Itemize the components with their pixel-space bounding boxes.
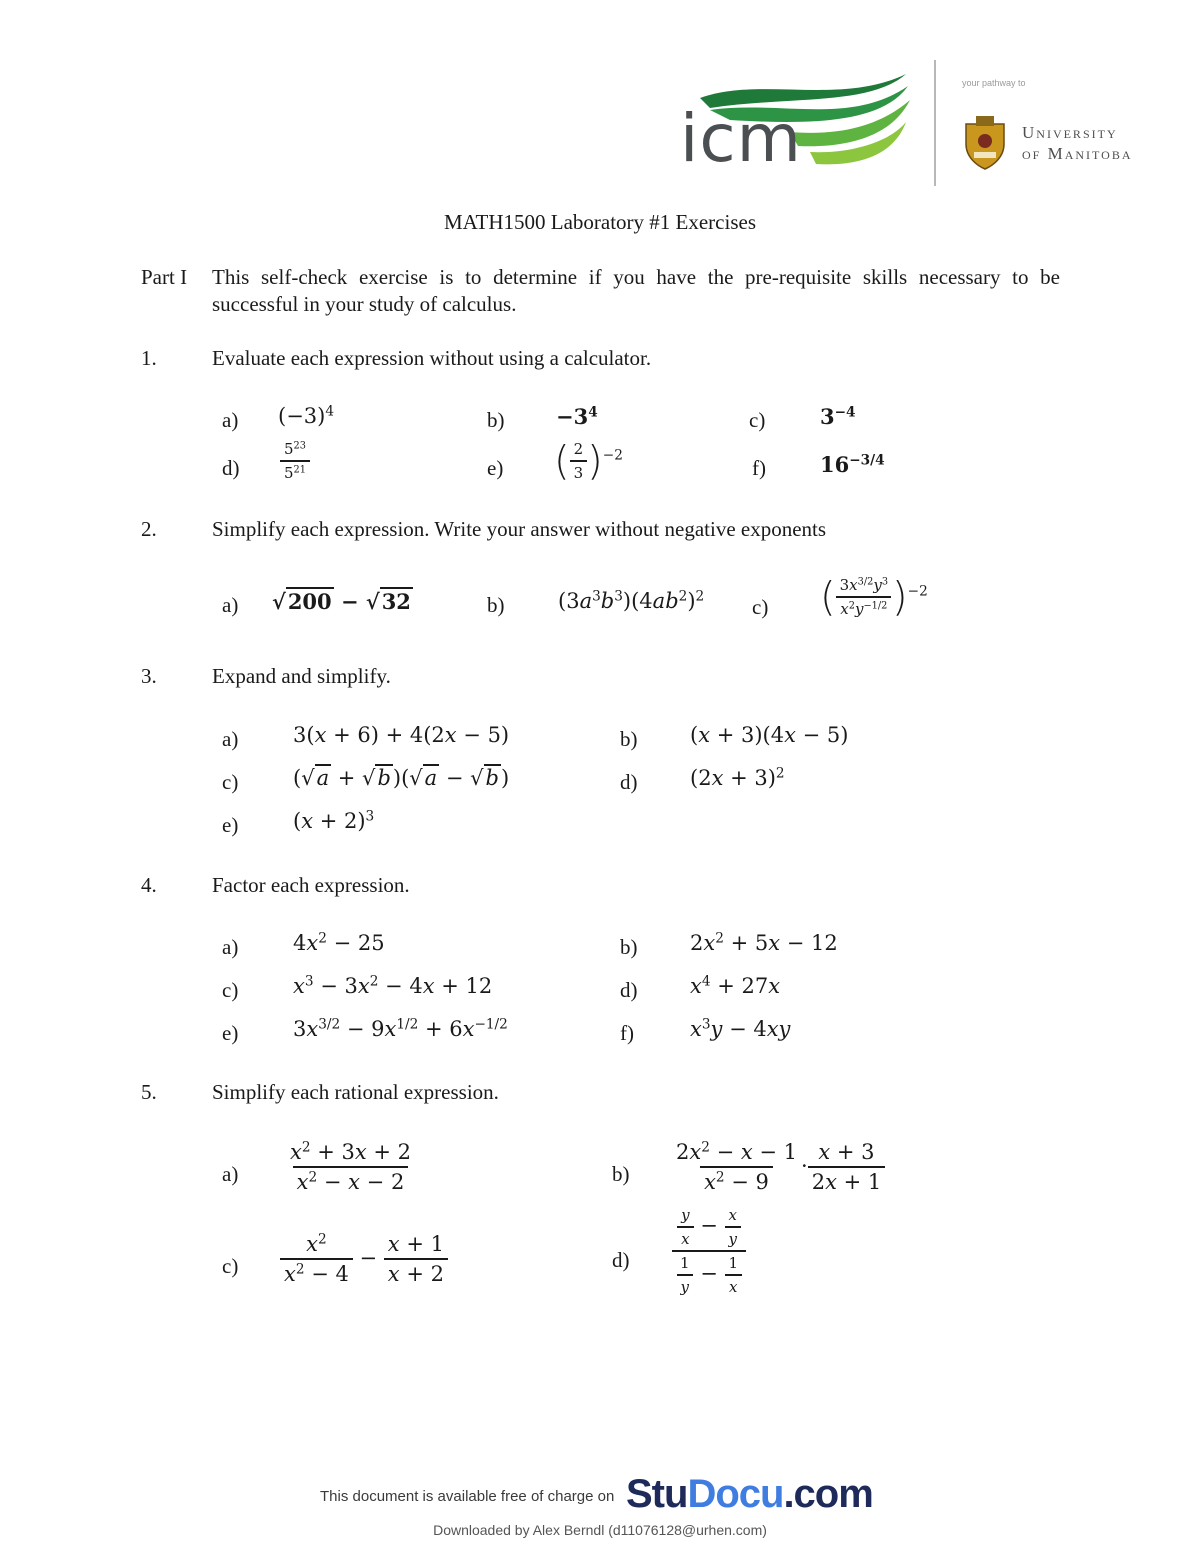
q4d-expression: $x^4 + 27x$: [690, 973, 781, 998]
question-3-number: 3.: [141, 664, 157, 688]
q1c-expression: $3^{-4}$: [820, 404, 856, 429]
studocu-logo[interactable]: [626, 1472, 873, 1517]
q4-label-f: f): [620, 1021, 634, 1045]
q5-label-a: a): [222, 1162, 239, 1186]
footer-availability-text: This document is available free of charge on: [320, 1488, 615, 1505]
q3a-expression: 3(x + 6) + 4(2x − 5): [293, 723, 510, 747]
question-5-prompt: Simplify each rational expression.: [212, 1080, 499, 1104]
q3-label-a: a): [222, 727, 239, 751]
q5-label-d: d): [612, 1248, 630, 1272]
q2-label-b: b): [487, 593, 505, 617]
q4-label-c: c): [222, 978, 239, 1002]
question-2-number: 2.: [141, 517, 157, 541]
q2b-expression: $(3a^3b^3)(4ab^2)^2$: [558, 588, 705, 613]
q1-label-e: e): [487, 456, 504, 480]
logo-divider: [934, 60, 936, 186]
question-4-number: 4.: [141, 873, 157, 897]
q5c-expression: $\frac{x^2}{x^2 - 4}$ − $\frac{x + 1}{x + 2}$: [280, 1232, 448, 1286]
q3b-expression: (x + 3)(4x − 5): [690, 723, 849, 747]
q3-label-b: b): [620, 727, 638, 751]
q4-label-d: d): [620, 978, 638, 1002]
part-label: Part I: [141, 265, 188, 289]
q1a-expression: $(-3)^4$: [278, 403, 335, 428]
q3d-expression: $(2x + 3)^2$: [690, 765, 785, 790]
q4e-expression: $3x^{3/2} - 9x^{1/2} + 6x^{-1/2}$: [293, 1016, 508, 1041]
q1-label-a: a): [222, 408, 239, 432]
q1e-expression: ( $\frac{2}{3}$ )$^{-2}$: [554, 438, 623, 484]
q5d-expression: $\frac{y}{x}$ − $\frac{x}{y}$ $\frac{1}{y}$ − $\frac{1}{x}$: [672, 1206, 746, 1296]
q2c-expression: ( $\frac{3x^{3/2}y^3}{x^2y^{-1/2}}$ )$^{-2}$: [820, 574, 928, 620]
question-2-prompt: Simplify each expression. Write your answer without negative exponents: [212, 517, 827, 541]
question-1-number: 1.: [141, 346, 157, 370]
q4f-expression: $x^3y - 4xy$: [690, 1016, 791, 1041]
q1b-expression: $-3^4$: [556, 404, 598, 429]
q4-label-e: e): [222, 1021, 239, 1045]
q5-label-b: b): [612, 1162, 630, 1186]
q5-label-c: c): [222, 1254, 239, 1278]
q5a-expression: $\frac{x^2 + 3x + 2}{x^2 - x - 2}$: [290, 1139, 411, 1194]
q4-label-a: a): [222, 935, 239, 959]
question-3-prompt: Expand and simplify.: [212, 664, 391, 688]
university-name: [1022, 122, 1132, 165]
university-name-line1: University: [1022, 123, 1118, 142]
q1-label-d: d): [222, 456, 240, 480]
q2-label-c: c): [752, 595, 769, 619]
icm-logo: [670, 66, 920, 186]
q1d-expression: $\frac{5^{23}}{5^{21}}$: [280, 440, 310, 482]
intro-text: This self-check exercise is to determine if you have the pre-requisite skills necessary to be successful in your study of calculus.: [212, 265, 1060, 316]
q3-label-d: d): [620, 770, 638, 794]
question-1-prompt: Evaluate each expression without using a calculator.: [212, 346, 652, 370]
q1f-expression: $16^{-3/4}$: [820, 452, 885, 477]
studocu-brand-part-3: .com: [783, 1472, 873, 1516]
studocu-brand-part-1: Stu: [626, 1472, 688, 1516]
university-crest-icon: [962, 114, 1008, 170]
footer-download-info: Downloaded by Alex Berndl (d11076128@urhen.com): [433, 1522, 767, 1538]
q1-label-c: c): [749, 408, 766, 432]
q4c-expression: $x^3 - 3x^2 - 4x + 12$: [293, 973, 493, 998]
pathway-tagline: your pathway to: [962, 78, 1026, 88]
q2-label-a: a): [222, 593, 239, 617]
icm-wordmark: icm: [680, 100, 802, 177]
question-4-prompt: Factor each expression.: [212, 873, 410, 897]
q3e-expression: $(x + 2)^3$: [293, 808, 375, 833]
q3-label-c: c): [222, 770, 239, 794]
q4a-expression: $4x^2 - 25$: [293, 930, 385, 955]
q2a-expression: √200 − √32: [272, 589, 411, 614]
question-5-number: 5.: [141, 1080, 157, 1104]
q1-label-b: b): [487, 408, 505, 432]
q4-label-b: b): [620, 935, 638, 959]
q5b-expression: $\frac{2x^2 - x - 1}{x^2 - 9}$ · $\frac{x + 3}{2x + 1}$: [672, 1140, 885, 1194]
university-name-line2: of Manitoba: [1022, 144, 1133, 164]
q3-label-e: e): [222, 813, 239, 837]
q3c-expression: (√a + √b)(√a − √b): [293, 766, 510, 790]
q1-label-f: f): [752, 456, 766, 480]
page-title: MATH1500 Laboratory #1 Exercises: [443, 210, 756, 234]
studocu-brand-part-2: Docu: [687, 1472, 784, 1516]
q4b-expression: $2x^2 + 5x - 12$: [690, 930, 838, 955]
